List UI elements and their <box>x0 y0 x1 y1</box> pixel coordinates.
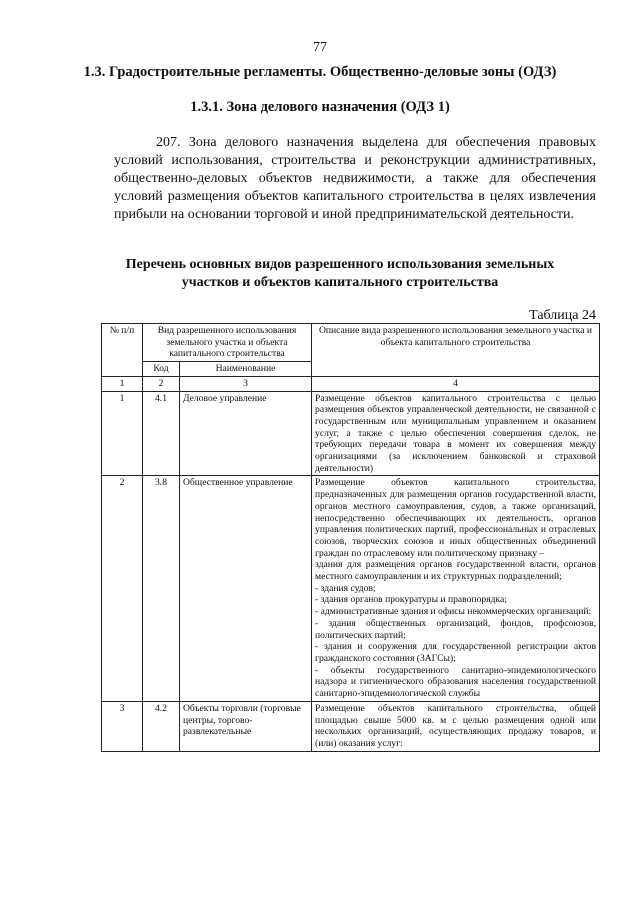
list-title: Перечень основных видов разрешенного использования земельных участков и объектов капитального строительства <box>125 257 555 290</box>
desc-line: Размещение объектов капитального строительства, предназначенных для размещения органов государственной власти, органов местного самоуправления, судов, а также организаций, непосредственно обеспечивающих их деятельность, органов управления политических партий, профессиональных и отраслевых союзов, творческих союзов и иных общественных объединений граждан по отраслевому или политическому признаку – <box>315 477 597 559</box>
desc-line: - административные здания и офисы некоммерческих организаций: <box>315 606 592 618</box>
row-name: Деловое управление <box>180 391 312 476</box>
header-num: № п/п <box>102 324 143 377</box>
row-desc <box>312 701 600 751</box>
index-cell: 4 <box>312 376 600 391</box>
desc-line: - здания общественных организаций, фондов, профсоюзов, политических партий; <box>315 617 597 641</box>
table-label: Таблица 24 <box>529 308 596 323</box>
body-paragraph: 207. Зона делового назначения выделена для обеспечения правовых условий использования, строительства и реконструкции административных, общественно-деловых объектов недвижимости, а также для обеспечения условий размещения объектов капитального строительства в целях извлечения прибыли на основании торговой и иной предпринимательской деятельности. <box>114 135 596 222</box>
row-num: 1 <box>102 391 143 476</box>
desc-line: здания для размещения органов государственной власти, органов местного самоуправления и их структурных подразделений; <box>315 559 597 583</box>
row-num: 3 <box>102 701 143 751</box>
table-row <box>102 391 600 476</box>
desc-line: Размещение объектов капитального строительства, общей площадью свыше 5000 кв. м с целью размещения одной или нескольких организаций, осуществляющих продажу товаров, и (или) оказания услуг: <box>315 702 597 749</box>
index-cell: 2 <box>143 376 180 391</box>
header-kind: Вид разрешенного использования земельного участка и объекта капитального строительства <box>143 324 312 362</box>
row-desc <box>312 476 600 701</box>
table-index-row <box>102 376 600 391</box>
page-number: 77 <box>313 40 327 55</box>
subsection-heading: 1.3.1. Зона делового назначения (ОДЗ 1) <box>190 99 450 115</box>
desc-line: - здания и сооружения для государственной регистрации актов гражданского состояния (ЗАГСы); <box>315 641 597 664</box>
header-code: Код <box>143 362 180 377</box>
desc-line: - здания органов прокуратуры и правопорядка; <box>315 594 507 606</box>
table-header-row <box>102 324 600 362</box>
desc-line: - объекты государственного санитарно-эпидемиологического надзора и гигиенического образования населения государственной санитарно-эпидемиологической службы <box>315 664 597 700</box>
index-cell: 3 <box>180 376 312 391</box>
row-code: 4.1 <box>143 391 180 476</box>
table-row <box>102 476 600 701</box>
row-num: 2 <box>102 476 143 701</box>
zoning-table <box>101 323 600 752</box>
header-desc: Описание вида разрешенного использования земельного участка и объекта капитального строительства <box>312 324 600 377</box>
row-desc <box>312 391 600 476</box>
row-name: Общественное управление <box>180 476 312 701</box>
table-row <box>102 701 600 751</box>
row-code: 4.2 <box>143 701 180 751</box>
header-name: Наименование <box>180 362 312 377</box>
desc-line: - здания судов; <box>315 582 376 594</box>
row-name: Объекты торговли (торговые центры, торгово-развлекательные <box>180 701 312 751</box>
section-heading: 1.3. Градостроительные регламенты. Общественно-деловые зоны (ОДЗ) <box>83 64 557 80</box>
row-code: 3.8 <box>143 476 180 701</box>
desc-line: Размещение объектов капитального строительства с целью размещения объектов управленческой деятельности, не связанной с государственным или муниципальным управлением и оказанием услуг, а также с целью обеспечения совершения сделок, не требующих передачи товара в момент их совершения между организациями (за исключением банковской и страховой деятельности) <box>315 392 597 474</box>
index-cell: 1 <box>102 376 143 391</box>
